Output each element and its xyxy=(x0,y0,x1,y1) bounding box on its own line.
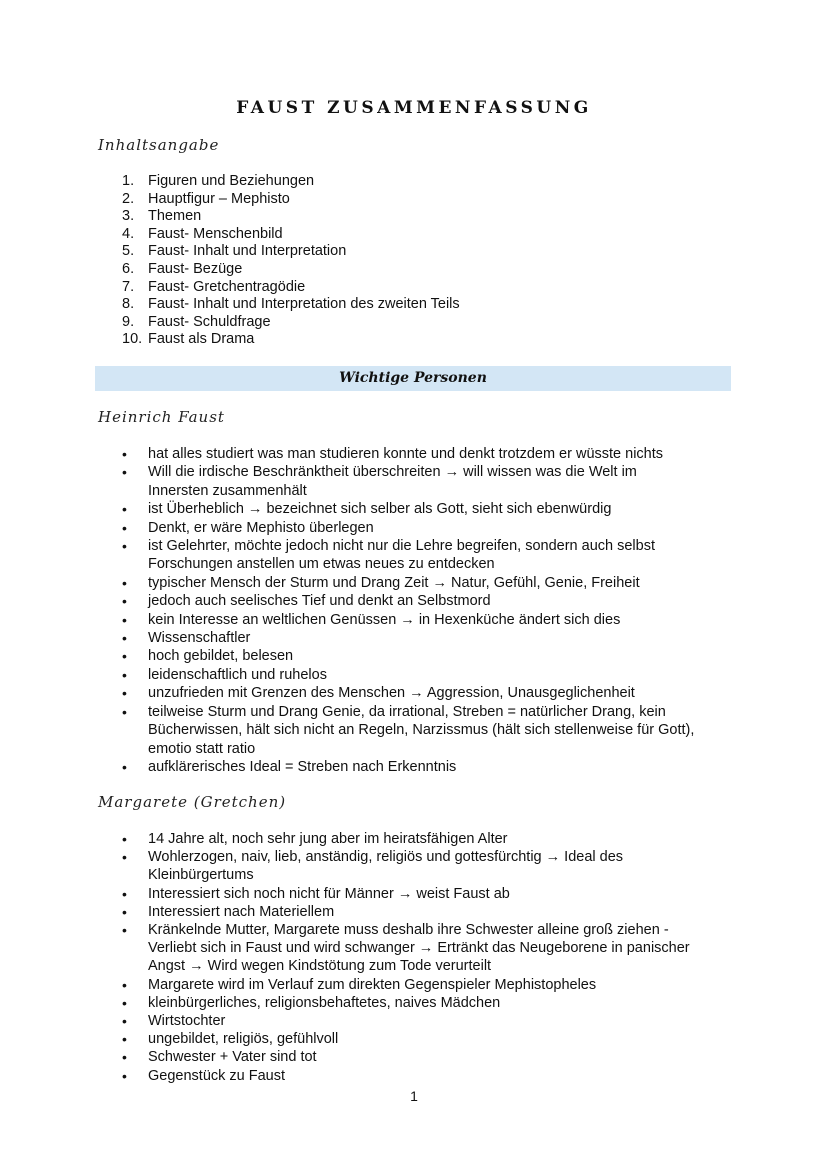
bullet-icon: • xyxy=(122,922,127,939)
toc-item xyxy=(122,261,460,279)
list-item xyxy=(122,1012,738,1030)
toc-item-label: Faust- Menschenbild xyxy=(148,225,283,242)
bullet-icon: • xyxy=(122,903,127,920)
toc-item xyxy=(122,208,460,226)
toc-item xyxy=(122,173,460,191)
list-item-text: Wissenschaftler xyxy=(148,630,251,647)
toc-item xyxy=(122,331,460,349)
toc-item xyxy=(122,279,460,297)
list-item xyxy=(122,519,738,537)
list-item-text: teilweise Sturm und Drang Genie, da irrational, Streben = natürlicher Drang, kein Bücherwissen, hält sich nicht an Regeln, Narzissmus (hält sich stellenweise für Gott), emotio statt ratio xyxy=(148,703,695,757)
list-item-text: Schwester + Vater sind tot xyxy=(148,1049,317,1066)
list-item xyxy=(122,629,738,647)
toc-item-label: Hauptfigur – Mephisto xyxy=(148,190,290,207)
list-item-text: typischer Mensch der Sturm und Drang Zeit → Natur, Gefühl, Genie, Freiheit xyxy=(148,574,640,591)
toc-item xyxy=(122,296,460,314)
toc-item-number: 3. xyxy=(122,208,135,225)
bullet-icon: • xyxy=(122,703,127,720)
toc-item-label: Themen xyxy=(148,208,202,225)
bullet-icon: • xyxy=(122,1067,127,1084)
toc-item-label: Faust- Bezüge xyxy=(148,260,243,277)
toc-item-label: Figuren und Beziehungen xyxy=(148,173,315,189)
bullet-icon: • xyxy=(122,666,127,683)
bullet-icon: • xyxy=(122,519,127,536)
toc-item xyxy=(122,191,460,209)
list-item-text: Interessiert sich noch nicht für Männer → weist Faust ab xyxy=(148,885,510,902)
list-item xyxy=(122,1030,738,1048)
faust-heading: Heinrich Faust xyxy=(98,408,225,426)
list-item-text: Will die irdische Beschränktheit überschreiten → will wissen was die Welt im Innersten zusammenhält xyxy=(148,464,637,499)
list-item-text: ist Gelehrter, möchte jedoch nicht nur die Lehre begreifen, sondern auch selbst Forschungen anstellen um etwas neues zu entdecken xyxy=(148,538,655,573)
bullet-icon: • xyxy=(122,501,127,518)
list-item-text: Gegenstück zu Faust xyxy=(148,1067,286,1084)
list-item-text: jedoch auch seelisches Tief und denkt an Selbstmord xyxy=(148,593,491,610)
bullet-icon: • xyxy=(122,464,127,481)
list-item-text: Kränkelnde Mutter, Margarete muss deshalb ihre Schwester alleine groß ziehen - Verliebt sich in Faust und wird schwanger → Ertränkt das Neugeborene in panischer Angst → Wird wegen Kindstötung zum Tode verurteilt xyxy=(148,922,690,975)
list-item-text: aufklärerisches Ideal = Streben nach Erkenntnis xyxy=(148,758,457,775)
list-item xyxy=(122,647,738,665)
section-banner: Wichtige Personen xyxy=(95,366,731,391)
list-item xyxy=(122,611,738,629)
bullet-icon: • xyxy=(122,630,127,647)
bullet-icon: • xyxy=(122,885,127,902)
toc-item-label: Faust- Gretchentragödie xyxy=(148,278,306,295)
gretchen-traits-list xyxy=(122,830,738,1085)
gretchen-heading: Margarete (Gretchen) xyxy=(98,793,287,811)
list-item-text: 14 Jahre alt, noch sehr jung aber im heiratsfähigen Alter xyxy=(148,831,508,847)
bullet-icon: • xyxy=(122,976,127,993)
list-item-text: ungebildet, religiös, gefühlvoll xyxy=(148,1031,339,1048)
list-item xyxy=(122,684,738,702)
list-item-text: ist Überheblich → bezeichnet sich selber als Gott, sieht sich ebenwürdig xyxy=(148,501,612,518)
list-item-text: hoch gebildet, belesen xyxy=(148,648,294,665)
bullet-icon: • xyxy=(122,831,127,847)
list-item-text: kleinbürgerliches, religionsbehaftetes, naives Mädchen xyxy=(148,994,501,1011)
bullet-icon: • xyxy=(122,1031,127,1048)
bullet-icon: • xyxy=(122,685,127,702)
list-item xyxy=(122,592,738,610)
bullet-icon: • xyxy=(122,611,127,628)
toc-item-number: 2. xyxy=(122,190,135,207)
list-item xyxy=(122,1048,738,1066)
list-item xyxy=(122,848,738,884)
toc-item xyxy=(122,226,460,244)
bullet-icon: • xyxy=(122,994,127,1011)
list-item-text: leidenschaftlich und ruhelos xyxy=(148,666,327,683)
bullet-icon: • xyxy=(122,574,127,591)
bullet-icon: • xyxy=(122,538,127,555)
toc-item-number: 7. xyxy=(122,278,135,295)
toc-item-label: Faust als Drama xyxy=(148,331,255,348)
list-item-text: Wohlerzogen, naiv, lieb, anständig, religiös und gottesfürchtig → Ideal des Kleinbürgertums xyxy=(148,849,624,884)
toc-item-number: 9. xyxy=(122,313,135,330)
toc-item-label: Faust- Inhalt und Interpretation xyxy=(148,243,347,260)
toc-item-label: Faust- Inhalt und Interpretation des zweiten Teils xyxy=(148,296,460,313)
bullet-icon: • xyxy=(122,648,127,665)
toc-item-number: 10. xyxy=(122,331,143,348)
bullet-icon: • xyxy=(122,1049,127,1066)
page-number: 1 xyxy=(410,1088,418,1104)
toc-item-number: 6. xyxy=(122,260,135,277)
list-item xyxy=(122,500,738,518)
list-item-text: Denkt, er wäre Mephisto überlegen xyxy=(148,519,374,536)
list-item xyxy=(122,921,738,976)
list-item-text: Wirtstochter xyxy=(148,1013,226,1030)
list-item xyxy=(122,537,738,574)
list-item xyxy=(122,994,738,1012)
list-item xyxy=(122,830,738,848)
document-title: FAUST ZUSAMMENFASSUNG xyxy=(236,98,592,118)
bullet-icon: • xyxy=(122,593,127,610)
list-item xyxy=(122,976,738,994)
toc-item-label: Faust- Schuldfrage xyxy=(148,313,271,330)
list-item xyxy=(122,1067,738,1085)
list-item-text: unzufrieden mit Grenzen des Menschen → Aggression, Unausgeglichenheit xyxy=(148,685,635,702)
list-item xyxy=(122,666,738,684)
list-item xyxy=(122,758,738,776)
toc-heading: Inhaltsangabe xyxy=(98,136,220,154)
faust-traits-list xyxy=(122,445,738,776)
list-item-text: hat alles studiert was man studieren konnte und denkt trotzdem er wüsste nichts xyxy=(148,446,664,462)
table-of-contents xyxy=(122,173,460,349)
bullet-icon: • xyxy=(122,849,127,866)
list-item-text: Interessiert nach Materiellem xyxy=(148,903,335,920)
list-item-text: kein Interesse an weltlichen Genüssen → in Hexenküche ändert sich dies xyxy=(148,611,621,628)
list-item xyxy=(122,463,738,500)
list-item xyxy=(122,574,738,592)
list-item xyxy=(122,445,738,463)
list-item-text: Margarete wird im Verlauf zum direkten Gegenspieler Mephistopheles xyxy=(148,976,597,993)
toc-item-number: 4. xyxy=(122,225,135,242)
toc-item xyxy=(122,314,460,332)
bullet-icon: • xyxy=(122,446,127,462)
list-item xyxy=(122,703,738,758)
list-item xyxy=(122,885,738,903)
list-item xyxy=(122,903,738,921)
bullet-icon: • xyxy=(122,758,127,775)
toc-item xyxy=(122,243,460,261)
toc-item-number: 1. xyxy=(122,173,135,189)
toc-item-number: 5. xyxy=(122,243,135,260)
bullet-icon: • xyxy=(122,1013,127,1030)
toc-item-number: 8. xyxy=(122,296,135,313)
